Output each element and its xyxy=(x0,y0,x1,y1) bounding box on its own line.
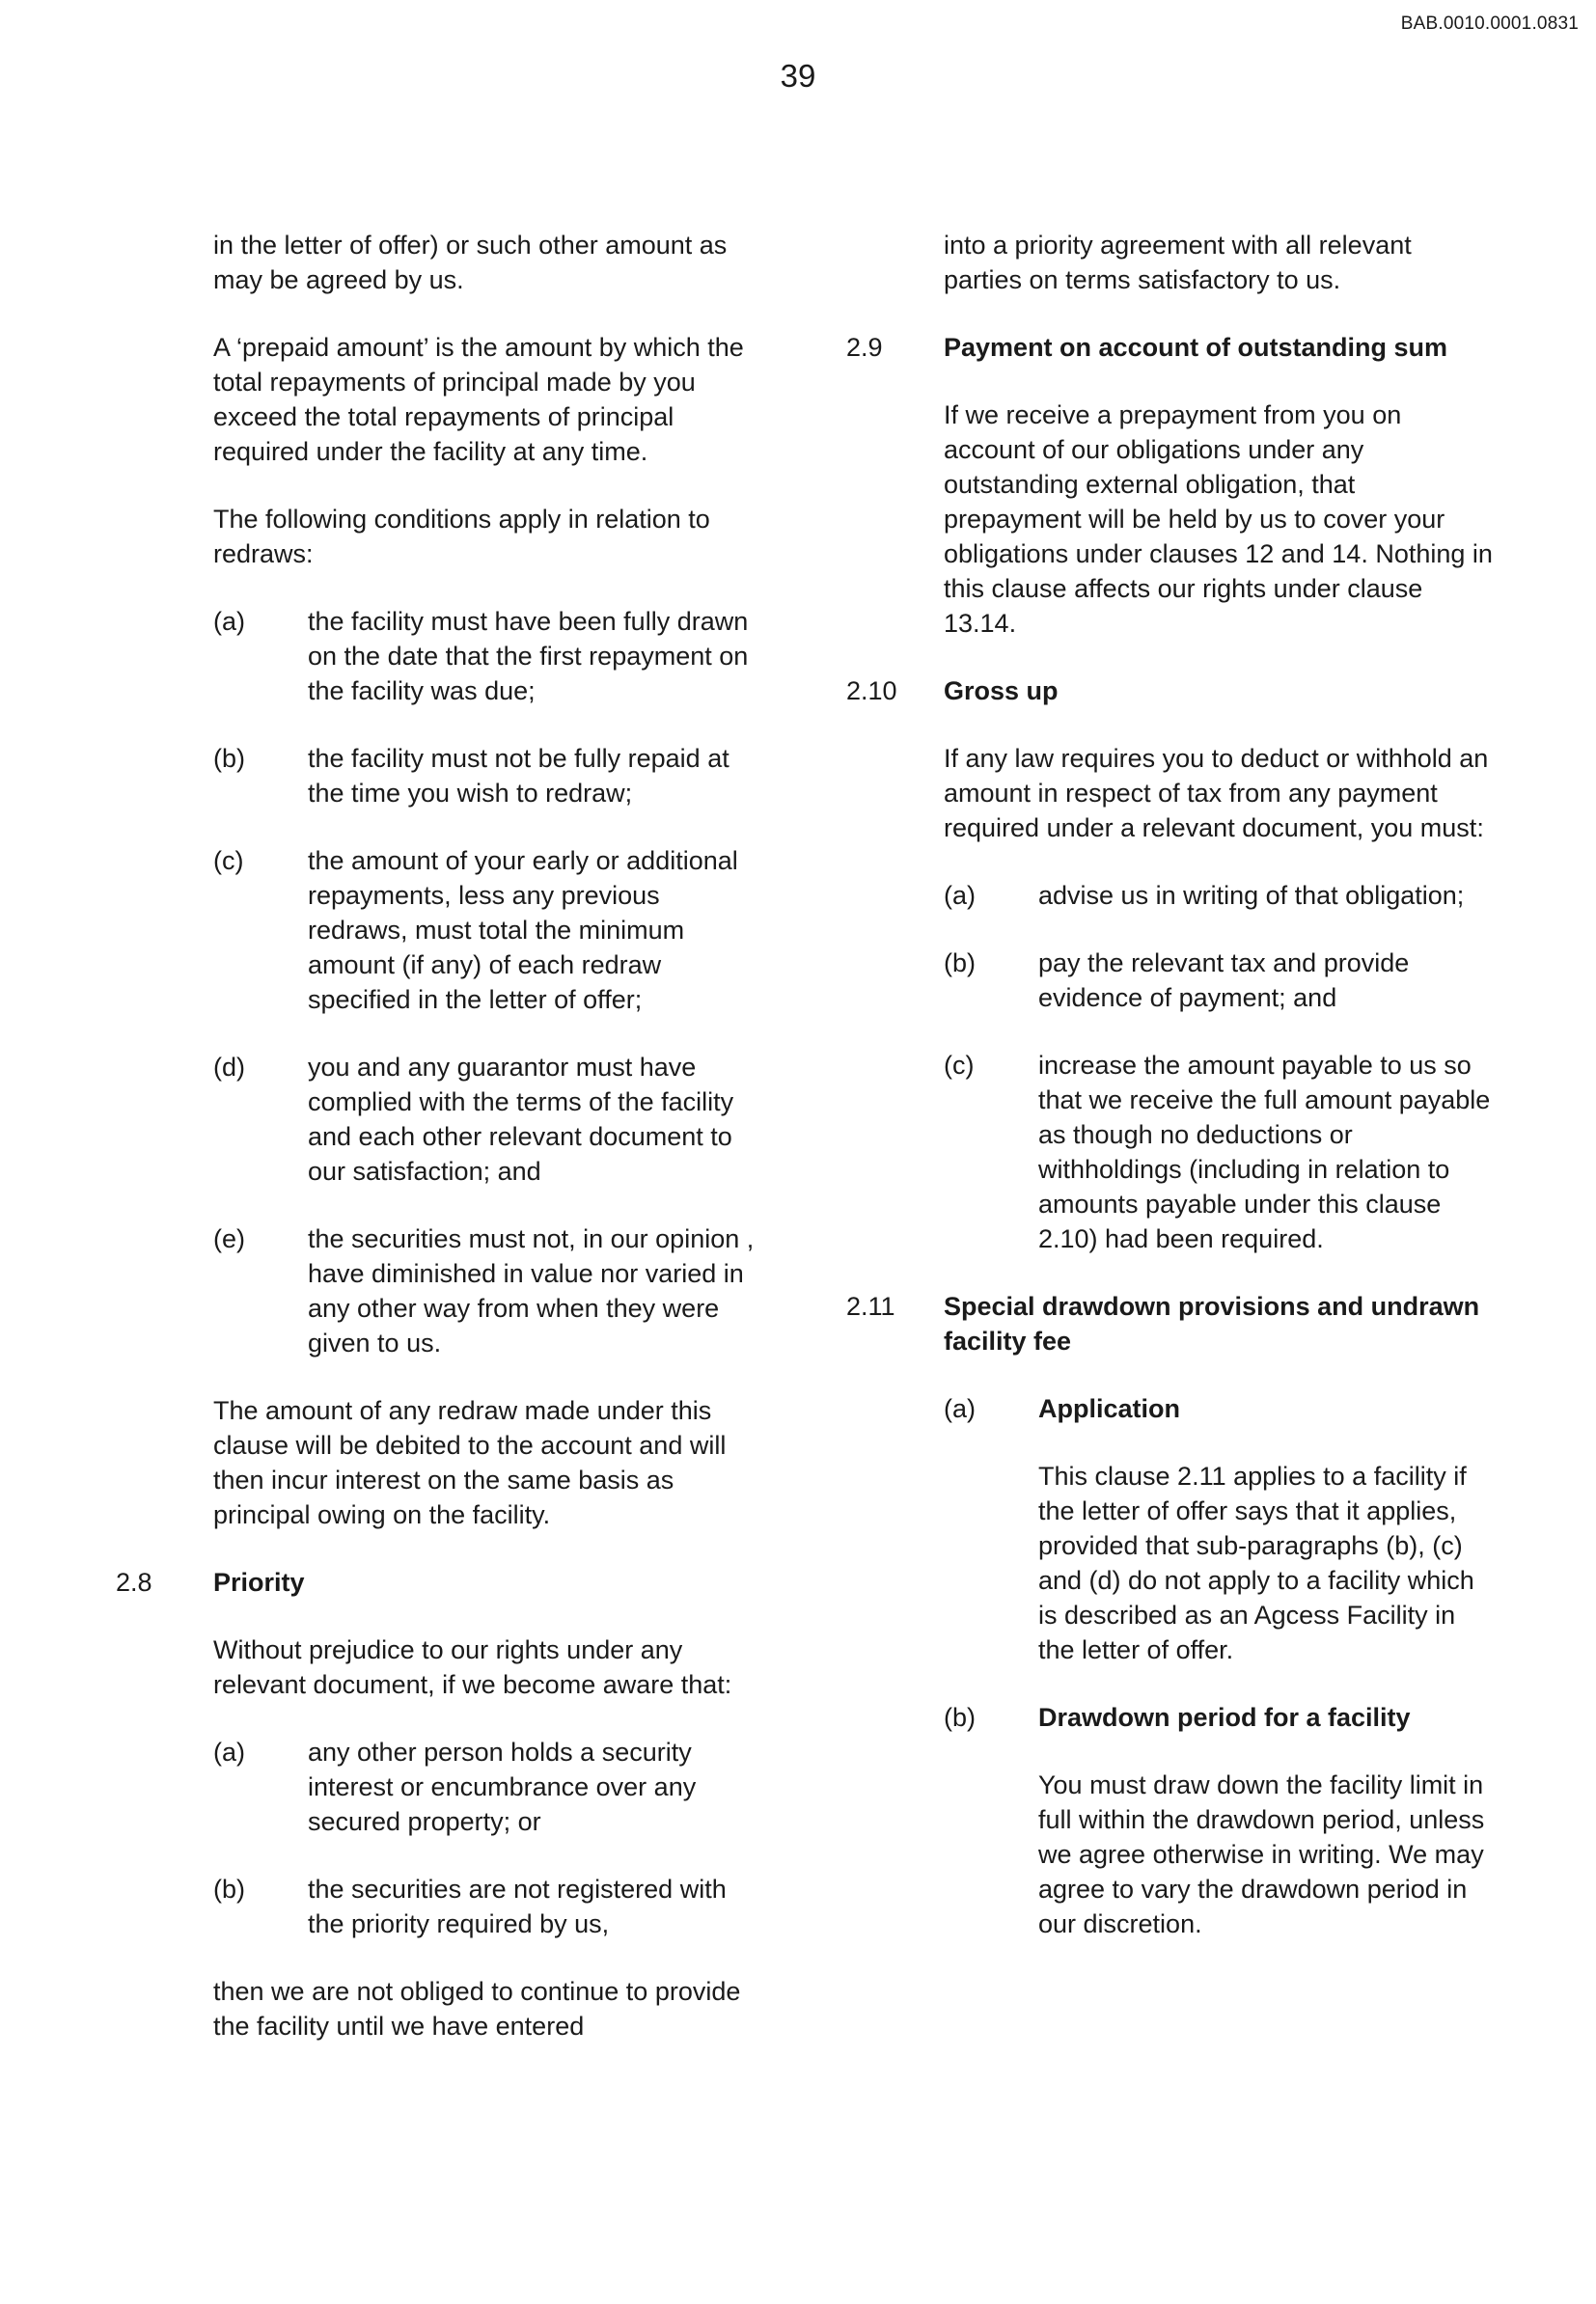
subsection-text: You must draw down the facility limit in full within the drawdown period, unless we agree otherwise in writing. We may agree to vary the drawdown period in our discretion. xyxy=(1038,1770,1485,1938)
list-item xyxy=(213,1872,762,1941)
list-label: (e) xyxy=(213,1224,245,1253)
section-2-10-intro: If any law requires you to deduct or withhold an amount in respect of tax from any payment required under a relevant document, you must: xyxy=(944,744,1489,842)
list-item xyxy=(213,1221,762,1360)
list-item xyxy=(213,741,762,810)
list-label: (a) xyxy=(944,1394,976,1423)
subsection-text: This clause 2.11 applies to a facility if the letter of offer says that it applies, provided that sub-paragraphs (b), (c) and (d) do not apply to a facility which is described as an Agcess Facility in the letter of offer. xyxy=(1038,1462,1474,1664)
paragraph-prepaid-amount: A ‘prepaid amount’ is the amount by which the total repayments of principal made by you exceed the total repayments of principal required under the facility at any time. xyxy=(213,333,744,466)
page-number: 39 xyxy=(780,58,816,94)
paragraph-redraw-debit: The amount of any redraw made under this clause will be debited to the account and will then incur interest on the same basis as principal owing on the facility. xyxy=(213,1396,727,1529)
list-item xyxy=(213,1050,762,1189)
document-id: BAB.0010.0001.0831 xyxy=(1400,14,1579,34)
section-2-8-intro: Without prejudice to our rights under any relevant document, if we become aware that: xyxy=(213,1635,732,1699)
section-2-9-body: If we receive a prepayment from you on account of our obligations under any outstanding external obligation, that prepayment will be held by us to cover your obligations under clauses 12 and 14. Nothing in this clause affects our rights under clause 13.14. xyxy=(944,400,1493,638)
list-item xyxy=(944,1700,1493,1941)
list-text: the securities are not registered with the priority required by us, xyxy=(308,1875,727,1938)
list-text: increase the amount payable to us so that we receive the full amount payable as though no deductions or withholdings (including in relation to amounts payable under this clause 2.10) had been required. xyxy=(1038,1051,1491,1253)
section-2-10-heading xyxy=(846,673,1493,708)
section-title: Gross up xyxy=(944,676,1059,705)
list-text: pay the relevant tax and provide evidence of payment; and xyxy=(1038,948,1410,1012)
list-label: (b) xyxy=(213,1875,245,1904)
list-text: you and any guarantor must have complied with the terms of the facility and each other relevant document to our satisfaction; and xyxy=(308,1053,734,1186)
list-label: (c) xyxy=(213,846,244,875)
list-item xyxy=(213,1735,762,1839)
list-text: any other person holds a security interest or encumbrance over any secured property; or xyxy=(308,1738,697,1836)
list-text: the facility must have been fully drawn on the date that the first repayment on the facility was due; xyxy=(308,607,749,705)
section-title: Special drawdown provisions and undrawn facility fee xyxy=(944,1292,1480,1356)
paragraph-amount-continuation: in the letter of offer) or such other amount as may be agreed by us. xyxy=(213,231,728,294)
list-text: advise us in writing of that obligation; xyxy=(1038,881,1465,910)
right-column xyxy=(846,228,1493,1974)
list-label: (b) xyxy=(944,1703,976,1732)
paragraph-redraw-conditions-intro: The following conditions apply in relation to redraws: xyxy=(213,505,710,568)
paragraph-priority-continuation: into a priority agreement with all relevant parties on terms satisfactory to us. xyxy=(944,231,1412,294)
list-label: (a) xyxy=(213,1738,245,1767)
list-item xyxy=(213,604,762,708)
list-label: (a) xyxy=(944,881,976,910)
list-text: the facility must not be fully repaid at the time you wish to redraw; xyxy=(308,744,729,808)
section-number: 2.8 xyxy=(116,1568,152,1597)
section-2-8-heading xyxy=(116,1565,762,1600)
list-item xyxy=(944,1048,1493,1256)
list-item xyxy=(213,843,762,1017)
section-number: 2.10 xyxy=(846,676,897,705)
section-title: Payment on account of outstanding sum xyxy=(944,333,1448,362)
section-2-8-closing: then we are not obliged to continue to provide the facility until we have entered xyxy=(213,1977,741,2041)
list-label: (a) xyxy=(213,607,245,636)
list-item xyxy=(944,946,1493,1015)
list-label: (b) xyxy=(944,948,976,977)
list-text: the securities must not, in our opinion , have diminished in value nor varied in any other way from when they were given to us. xyxy=(308,1224,755,1358)
list-label: (d) xyxy=(213,1053,245,1082)
list-text: the amount of your early or additional repayments, less any previous redraws, must total the minimum amount (if any) of each redraw specified in the letter of offer; xyxy=(308,846,738,1014)
section-number: 2.9 xyxy=(846,333,883,362)
subsection-heading: Application xyxy=(1038,1394,1180,1423)
section-2-11-heading xyxy=(846,1289,1493,1358)
section-2-9-heading xyxy=(846,330,1493,365)
section-number: 2.11 xyxy=(846,1292,895,1321)
list-label: (b) xyxy=(213,744,245,773)
list-label: (c) xyxy=(944,1051,975,1080)
list-item xyxy=(944,1391,1493,1667)
left-column xyxy=(116,228,762,2076)
list-item xyxy=(944,878,1493,913)
section-title: Priority xyxy=(213,1568,305,1597)
subsection-heading: Drawdown period for a facility xyxy=(1038,1703,1411,1732)
